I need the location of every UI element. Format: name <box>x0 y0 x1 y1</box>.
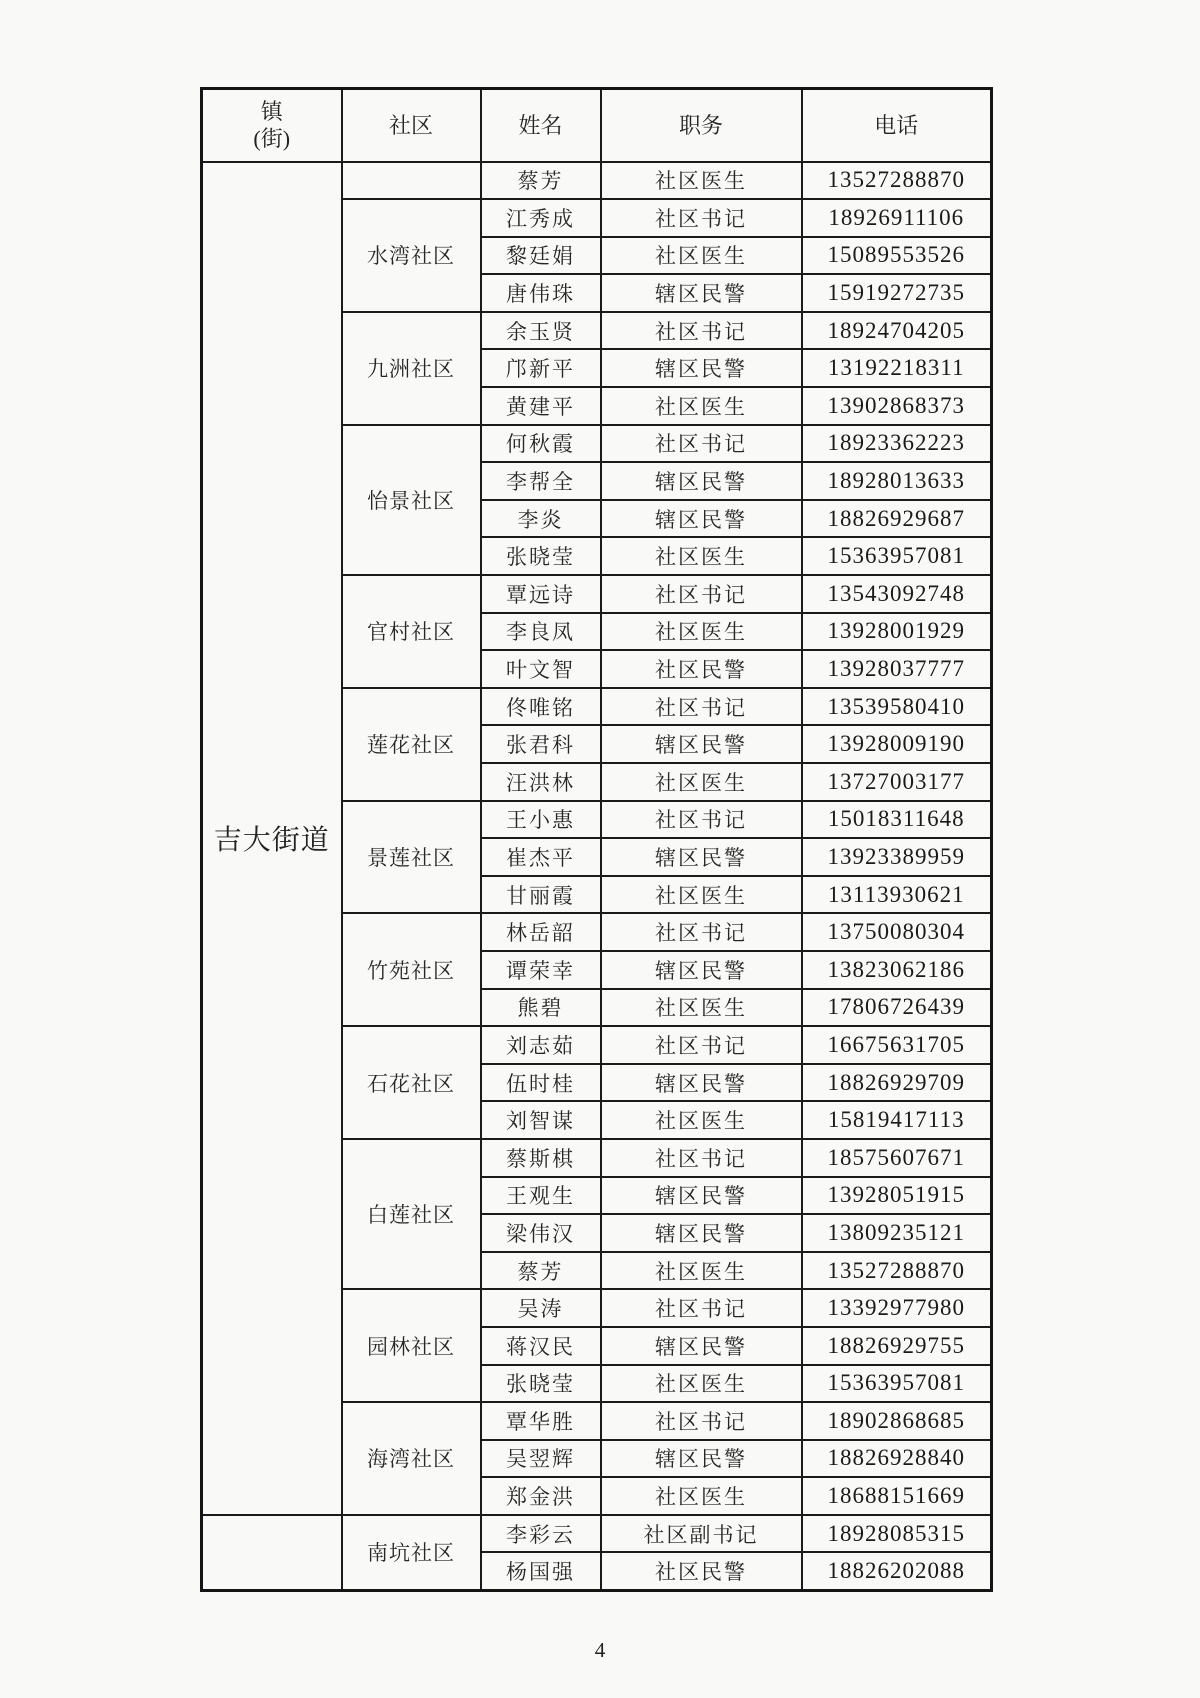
community-cell: 白莲社区 <box>342 1139 481 1289</box>
header-title: 职务 <box>601 89 802 162</box>
name-cell: 吴涛 <box>481 1289 601 1327</box>
community-cell: 竹苑社区 <box>342 913 481 1026</box>
name-cell: 吴翌辉 <box>481 1440 601 1478</box>
phone-cell: 18826929687 <box>802 500 992 538</box>
title-cell: 社区医生 <box>601 876 802 914</box>
phone-cell: 13192218311 <box>802 349 992 387</box>
phone-cell: 18826929755 <box>802 1327 992 1365</box>
community-cell: 海湾社区 <box>342 1402 481 1515</box>
title-cell: 社区医生 <box>601 162 802 200</box>
name-cell: 黄建平 <box>481 387 601 425</box>
phone-cell: 13727003177 <box>802 763 992 801</box>
header-town <box>202 89 342 162</box>
header-town-line2: (街) <box>253 126 291 152</box>
phone-cell: 13539580410 <box>802 688 992 726</box>
name-cell: 叶文智 <box>481 650 601 688</box>
name-cell: 张君科 <box>481 725 601 763</box>
title-cell: 社区书记 <box>601 199 802 237</box>
phone-cell: 18928013633 <box>802 462 992 500</box>
title-cell: 辖区民警 <box>601 274 802 312</box>
name-cell: 邝新平 <box>481 349 601 387</box>
title-cell: 社区书记 <box>601 1139 802 1177</box>
name-cell: 林岳韶 <box>481 913 601 951</box>
table-header-row <box>202 89 992 162</box>
phone-cell: 13527288870 <box>802 1252 992 1290</box>
name-cell: 张晓莹 <box>481 537 601 575</box>
name-cell: 梁伟汉 <box>481 1214 601 1252</box>
title-cell: 社区书记 <box>601 688 802 726</box>
title-cell: 辖区民警 <box>601 1440 802 1478</box>
name-cell: 覃远诗 <box>481 575 601 613</box>
title-cell: 社区书记 <box>601 801 802 839</box>
phone-cell: 18575607671 <box>802 1139 992 1177</box>
title-cell: 社区书记 <box>601 312 802 350</box>
name-cell: 黎廷娟 <box>481 237 601 275</box>
title-cell: 社区医生 <box>601 1365 802 1403</box>
title-cell: 社区医生 <box>601 613 802 651</box>
title-cell: 辖区民警 <box>601 1214 802 1252</box>
phone-cell: 13928037777 <box>802 650 992 688</box>
community-cell: 园林社区 <box>342 1289 481 1402</box>
phone-cell: 18826929709 <box>802 1064 992 1102</box>
phone-cell: 13750080304 <box>802 913 992 951</box>
page-number: 4 <box>594 1638 606 1662</box>
name-cell: 王观生 <box>481 1177 601 1215</box>
title-cell: 社区医生 <box>601 1477 802 1515</box>
title-cell: 社区医生 <box>601 1101 802 1139</box>
phone-cell: 13809235121 <box>802 1214 992 1252</box>
name-cell: 熊碧 <box>481 989 601 1027</box>
name-cell: 刘智谋 <box>481 1101 601 1139</box>
title-cell: 社区书记 <box>601 1289 802 1327</box>
phone-cell: 18924704205 <box>802 312 992 350</box>
header-community: 社区 <box>342 89 481 162</box>
name-cell: 何秋霞 <box>481 425 601 463</box>
name-cell: 蔡斯棋 <box>481 1139 601 1177</box>
name-cell: 张晓莹 <box>481 1365 601 1403</box>
name-cell: 谭荣幸 <box>481 951 601 989</box>
title-cell: 辖区民警 <box>601 500 802 538</box>
community-cell: 怡景社区 <box>342 425 481 575</box>
phone-cell: 15018311648 <box>802 801 992 839</box>
table-row <box>202 162 992 200</box>
name-cell: 余玉贤 <box>481 312 601 350</box>
name-cell: 李帮全 <box>481 462 601 500</box>
phone-cell: 13928051915 <box>802 1177 992 1215</box>
title-cell: 社区医生 <box>601 537 802 575</box>
title-cell: 社区书记 <box>601 425 802 463</box>
name-cell: 崔杰平 <box>481 838 601 876</box>
phone-cell: 18928085315 <box>802 1515 992 1553</box>
name-cell: 王小惠 <box>481 801 601 839</box>
community-cell: 南坑社区 <box>342 1515 481 1590</box>
title-cell: 辖区民警 <box>601 838 802 876</box>
name-cell: 李良凤 <box>481 613 601 651</box>
phone-cell: 15819417113 <box>802 1101 992 1139</box>
title-cell: 社区医生 <box>601 1252 802 1290</box>
phone-cell: 17806726439 <box>802 989 992 1027</box>
name-cell: 蔡芳 <box>481 162 601 200</box>
title-cell: 社区书记 <box>601 575 802 613</box>
title-cell: 社区医生 <box>601 237 802 275</box>
name-cell: 李炎 <box>481 500 601 538</box>
title-cell: 社区书记 <box>601 1402 802 1440</box>
title-cell: 辖区民警 <box>601 1177 802 1215</box>
name-cell: 唐伟珠 <box>481 274 601 312</box>
phone-cell: 13923389959 <box>802 838 992 876</box>
community-contact-table <box>200 87 993 1592</box>
community-cell: 官村社区 <box>342 575 481 688</box>
phone-cell: 15363957081 <box>802 537 992 575</box>
title-cell: 社区医生 <box>601 989 802 1027</box>
name-cell: 汪洪林 <box>481 763 601 801</box>
phone-cell: 13902868373 <box>802 387 992 425</box>
title-cell: 社区书记 <box>601 913 802 951</box>
name-cell: 刘志茹 <box>481 1026 601 1064</box>
name-cell: 李彩云 <box>481 1515 601 1553</box>
title-cell: 辖区民警 <box>601 1327 802 1365</box>
table-row <box>202 1515 992 1553</box>
header-phone: 电话 <box>802 89 992 162</box>
title-cell: 辖区民警 <box>601 1064 802 1102</box>
title-cell: 社区民警 <box>601 650 802 688</box>
phone-cell: 18688151669 <box>802 1477 992 1515</box>
name-cell: 蔡芳 <box>481 1252 601 1290</box>
name-cell: 佟唯铭 <box>481 688 601 726</box>
phone-cell: 15919272735 <box>802 274 992 312</box>
phone-cell: 13543092748 <box>802 575 992 613</box>
name-cell: 江秀成 <box>481 199 601 237</box>
phone-cell: 18826202088 <box>802 1552 992 1590</box>
title-cell: 辖区民警 <box>601 349 802 387</box>
phone-cell: 16675631705 <box>802 1026 992 1064</box>
community-cell: 水湾社区 <box>342 199 481 312</box>
title-cell: 辖区民警 <box>601 462 802 500</box>
name-cell: 郑金洪 <box>481 1477 601 1515</box>
phone-cell: 18923362223 <box>802 425 992 463</box>
name-cell: 覃华胜 <box>481 1402 601 1440</box>
phone-cell: 13113930621 <box>802 876 992 914</box>
community-cell: 景莲社区 <box>342 801 481 914</box>
phone-cell: 18926911106 <box>802 199 992 237</box>
phone-cell: 18826928840 <box>802 1440 992 1478</box>
name-cell: 甘丽霞 <box>481 876 601 914</box>
name-cell: 杨国强 <box>481 1552 601 1590</box>
header-town-line1: 镇 <box>260 98 283 124</box>
phone-cell: 13823062186 <box>802 951 992 989</box>
title-cell: 辖区民警 <box>601 725 802 763</box>
title-cell: 社区书记 <box>601 1026 802 1064</box>
title-cell: 社区医生 <box>601 763 802 801</box>
community-cell: 莲花社区 <box>342 688 481 801</box>
town-cell <box>202 1515 342 1590</box>
title-cell: 社区医生 <box>601 387 802 425</box>
phone-cell: 18902868685 <box>802 1402 992 1440</box>
community-cell <box>342 162 481 200</box>
title-cell: 辖区民警 <box>601 951 802 989</box>
phone-cell: 13527288870 <box>802 162 992 200</box>
community-cell: 九洲社区 <box>342 312 481 425</box>
header-name: 姓名 <box>481 89 601 162</box>
phone-cell: 15363957081 <box>802 1365 992 1403</box>
phone-cell: 13928001929 <box>802 613 992 651</box>
phone-cell: 13392977980 <box>802 1289 992 1327</box>
town-cell: 吉大街道 <box>202 162 342 1515</box>
phone-cell: 15089553526 <box>802 237 992 275</box>
title-cell: 社区民警 <box>601 1552 802 1590</box>
community-cell: 石花社区 <box>342 1026 481 1139</box>
name-cell: 伍时桂 <box>481 1064 601 1102</box>
name-cell: 蒋汉民 <box>481 1327 601 1365</box>
phone-cell: 13928009190 <box>802 725 992 763</box>
title-cell: 社区副书记 <box>601 1515 802 1553</box>
